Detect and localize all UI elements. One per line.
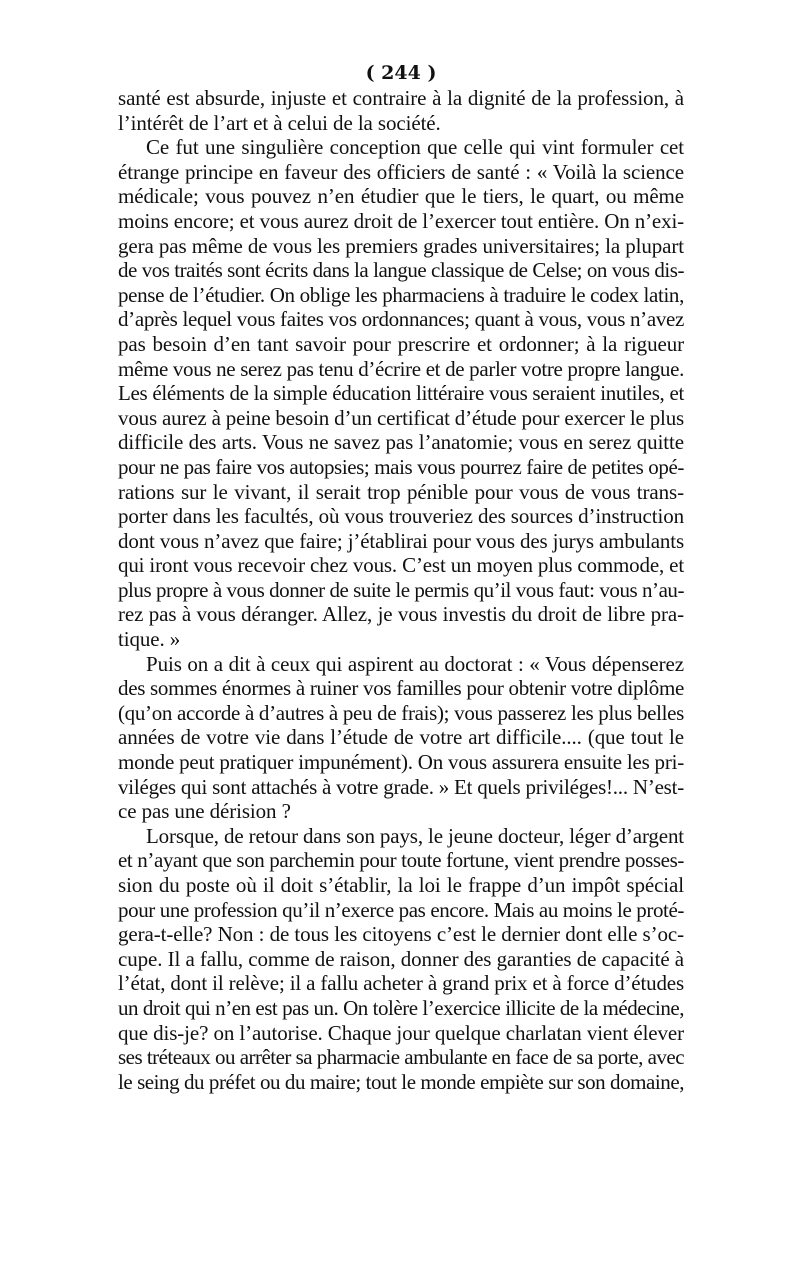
text-line: rez pas à vous déranger. Allez, je vous investis du droit de libre pra-	[118, 602, 684, 627]
text-line: médicale; vous pouvez n’en étudier que le tiers, le quart, ou même	[118, 184, 684, 209]
text-line: santé est absurde, injuste et contraire à la dignité de la profession, à	[118, 86, 684, 110]
text-line: qui iront vous recevoir chez vous. C’est un moyen plus commode, et	[118, 553, 684, 578]
text-line: un droit qui n’en est pas un. On tolère l’exercice illicite de la médecine,	[118, 995, 684, 1020]
text-line: étrange principe en faveur des officiers de santé : « Voilà la science	[118, 159, 684, 184]
text-line: (qu’on accorde à d’autres à peu de frais); vous passerez les plus belles	[118, 700, 684, 725]
text-line: rations sur le vivant, il serait trop pénible pour vous de vous trans-	[118, 479, 684, 504]
text-line: viléges qui sont attachés à votre grade. » Et quels priviléges!... N’est-	[118, 774, 684, 799]
text-line: d’après lequel vous faites vos ordonnances; quant à vous, vous n’avez	[118, 307, 684, 332]
text-line: l’état, dont il relève; il a fallu acheter à grand prix et à force d’études	[118, 971, 684, 996]
text-line: de vos traités sont écrits dans la langue classique de Celse; on vous dis-	[118, 258, 684, 283]
text-line: et n’ayant que son parchemin pour toute fortune, vient prendre posses-	[118, 848, 684, 873]
text-line: moins encore; et vous aurez droit de l’exercer tout entière. On n’exi-	[118, 208, 684, 233]
text-line: gera-t-elle? Non : de tous les citoyens c’est le dernier dont elle s’oc-	[118, 922, 684, 947]
text-line: tique. »	[118, 627, 181, 652]
text-line: monde peut pratiquer impunément). On vous assurera ensuite les pri-	[118, 750, 684, 775]
text-line: dont vous n’avez que faire; j’établirai pour vous des jurys ambulants	[118, 528, 684, 553]
text-line: pense de l’étudier. On oblige les pharmaciens à traduire le codex latin,	[118, 282, 684, 307]
text-line: Ce fut une singulière conception que celle qui vint formuler cet	[146, 135, 684, 160]
text-line: années de votre vie dans l’étude de votre art difficile.... (que tout le	[118, 725, 684, 750]
text-line: pas besoin d’en tant savoir pour prescrire et ordonner; à la rigueur	[118, 331, 684, 356]
text-line: Les éléments de la simple éducation littéraire vous seraient inutiles, et	[118, 381, 684, 406]
text-line: pour ne pas faire vos autopsies; mais vous pourrez faire de petites opé-	[118, 454, 684, 479]
text-line: même vous ne serez pas tenu d’écrire et de parler votre propre langue.	[118, 356, 684, 381]
text-line: pour une profession qu’il n’exerce pas encore. Mais au moins le proté-	[118, 897, 684, 922]
text-line: des sommes énormes à ruiner vos familles pour obtenir votre diplôme	[118, 676, 684, 701]
body-text	[118, 86, 684, 1094]
page-number: ( 244 )	[365, 62, 437, 84]
text-line: Lorsque, de retour dans son pays, le jeune docteur, léger d’argent	[146, 823, 684, 848]
text-line: difficile des arts. Vous ne savez pas l’anatomie; vous en serez quitte	[118, 430, 684, 455]
text-line: le seing du préfet ou du maire; tout le monde empiète sur son domaine,	[118, 1069, 684, 1094]
book-page	[118, 60, 684, 1094]
text-line: vous aurez à peine besoin d’un certificat d’étude pour exercer le plus	[118, 405, 684, 430]
text-line: cupe. Il a fallu, comme de raison, donner des garanties de capacité à	[118, 946, 684, 971]
text-line: ses tréteaux ou arrêter sa pharmacie ambulante en face de sa porte, avec	[118, 1045, 684, 1070]
text-line: plus propre à vous donner de suite le permis qu’il vous faut: vous n’au-	[118, 577, 684, 602]
text-line: gera pas même de vous les premiers grades universitaires; la plupart	[118, 233, 684, 258]
text-line: que dis-je? on l’autorise. Chaque jour quelque charlatan vient élever	[118, 1020, 684, 1045]
text-line: sion du poste où il doit s’établir, la loi le frappe d’un impôt spécial	[118, 873, 684, 897]
text-line: porter dans les facultés, où vous trouveriez des sources d’instruction	[118, 504, 684, 529]
text-line: l’intérêt de l’art et à celui de la société.	[118, 110, 441, 135]
text-line: ce pas une dérision ?	[118, 799, 291, 824]
text-line: Puis on a dit à ceux qui aspirent au doctorat : « Vous dépenserez	[146, 651, 684, 676]
